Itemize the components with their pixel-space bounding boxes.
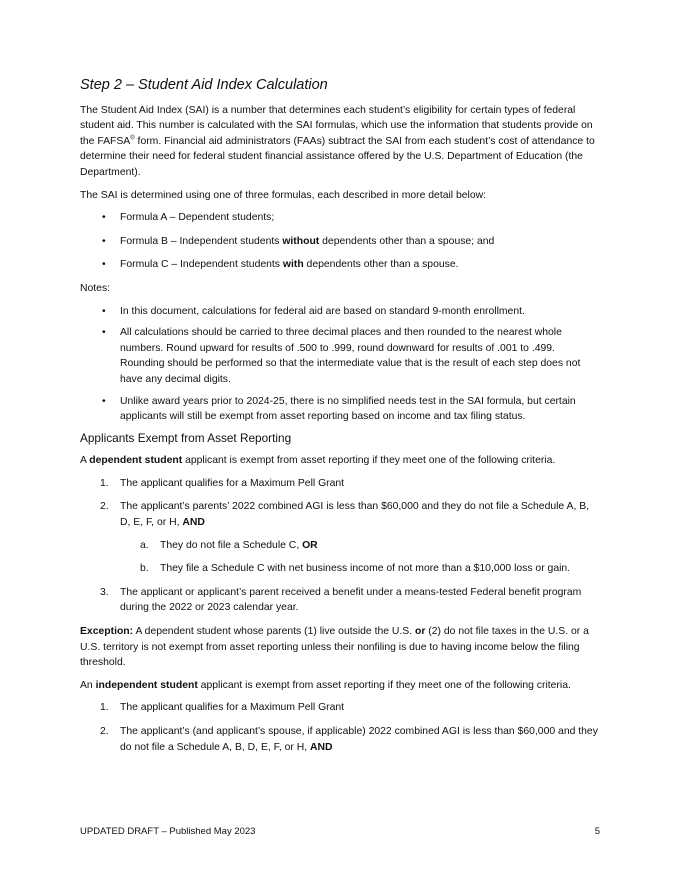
list-item: • Formula B – Independent students without dependents other than a spouse; and bbox=[80, 234, 600, 250]
intro-text-a: The Student Aid Index (SAI) is a number that determines each student’s eligibility for certain types of federal student aid. This number is calculated with the SAI formulas, which use the information that students provide on the FAFSA bbox=[80, 104, 593, 147]
bullet-icon: • bbox=[102, 305, 106, 317]
bullet-icon: • bbox=[102, 235, 106, 247]
dependent-intro: A dependent student applicant is exempt from asset reporting if they meet one of the following criteria. bbox=[80, 455, 556, 467]
notes-label: Notes: bbox=[80, 282, 111, 294]
sub-criteria-list bbox=[120, 538, 600, 577]
list-item: • Formula A – Dependent students; bbox=[80, 210, 600, 226]
list-item: 2. The applicant’s (and applicant’s spouse, if applicable) 2022 combined AGI is less than $60,000 and they do not file a Schedule A, B, D, E, F, or H, AND bbox=[100, 726, 598, 753]
list-item: 2. The applicant’s parents’ 2022 combined AGI is less than $60,000 and they do not file a Schedule A, B, D, E, F, or H, AND a. They do not file a Schedule C, OR b. They file a Schedule C with net business income of not more than a $10,000 loss or gain. bbox=[80, 499, 600, 576]
footer-label: UPDATED DRAFT – Published May 2023 bbox=[80, 826, 256, 837]
intro-text-b: form. Financial aid administrators (FAAs) subtract the SAI from each student’s cost of attendance to determine their need for federal student financial assistance offered by the U.S. Department of Education (the Department). bbox=[80, 135, 595, 178]
bullet-icon: • bbox=[102, 395, 106, 407]
bullet-icon: • bbox=[102, 259, 106, 271]
list-item: 1. The applicant qualifies for a Maximum Pell Grant bbox=[100, 477, 345, 489]
list-item: b. They file a Schedule C with net business income of not more than a $10,000 loss or gain. bbox=[140, 563, 571, 575]
bullet-icon: • bbox=[102, 212, 106, 224]
list-item: 1. The applicant qualifies for a Maximum Pell Grant bbox=[100, 702, 345, 714]
list-item: • Unlike award years prior to 2024-25, there is no simplified needs test in the SAI formula, but certain applicants will still be exempt from asset reporting based on income and tax filing status. bbox=[102, 395, 576, 423]
list-item: • In this document, calculations for federal aid are based on standard 9-month enrollment. bbox=[80, 304, 600, 320]
independent-intro: An independent student applicant is exempt from asset reporting if they meet one of the following criteria. bbox=[80, 679, 571, 691]
notes-list bbox=[80, 304, 600, 425]
registered-mark: ® bbox=[130, 135, 135, 142]
dependent-criteria-list bbox=[80, 476, 600, 616]
page-footer bbox=[80, 826, 600, 837]
independent-criteria-list bbox=[80, 700, 600, 755]
intro-paragraph bbox=[80, 103, 600, 181]
document-page bbox=[80, 78, 600, 763]
formula-list bbox=[80, 210, 600, 273]
list-item: • Formula C – Independent students with dependents other than a spouse. bbox=[80, 257, 600, 273]
bullet-icon: • bbox=[102, 327, 106, 339]
list-item: 3. The applicant or applicant’s parent received a benefit under a means-tested Federal benefit program during the 2022 or 2023 calendar year. bbox=[100, 586, 582, 614]
list-item: • All calculations should be carried to three decimal places and then rounded to the nearest whole numbers. Round upward for results of .500 to .999, round downward for results of .001 to .499. Rounding should be performed so that the intermediate value that is the result of each step does not have any decimal digits. bbox=[102, 327, 581, 385]
subsection-heading: Applicants Exempt from Asset Reporting bbox=[80, 430, 292, 445]
formulas-intro: The SAI is determined using one of three formulas, each described in more detail below: bbox=[80, 189, 487, 201]
list-item: a. They do not file a Schedule C, OR bbox=[140, 539, 318, 551]
section-heading: Step 2 – Student Aid Index Calculation bbox=[80, 77, 328, 93]
page-number: 5 bbox=[594, 826, 600, 837]
exception-paragraph: Exception: A dependent student whose parents (1) live outside the U.S. or (2) do not file taxes in the U.S. or a U.S. territory is not exempt from asset reporting unless their nonfiling is due to having income below the filing threshold. bbox=[80, 626, 589, 669]
